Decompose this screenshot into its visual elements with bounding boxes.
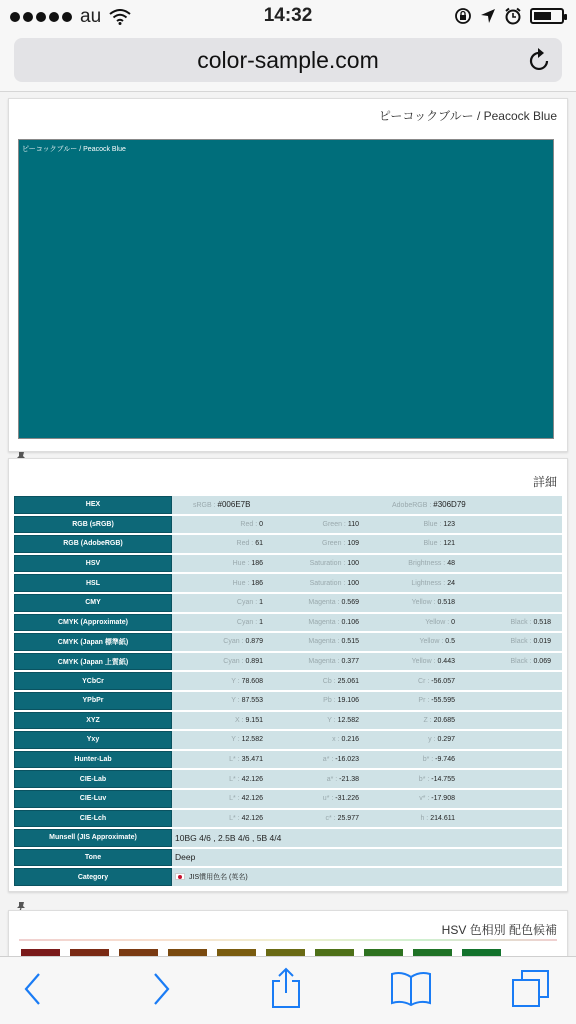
table-row bbox=[14, 770, 562, 788]
value-cell bbox=[367, 619, 463, 626]
value-number: 42.126 bbox=[241, 814, 263, 822]
row-values bbox=[172, 731, 562, 749]
value-cell bbox=[175, 658, 271, 665]
value-cell bbox=[271, 658, 367, 665]
value-cell bbox=[367, 560, 463, 567]
value-key: Hue : bbox=[232, 560, 252, 568]
value-key: b* : bbox=[422, 756, 436, 764]
table-row bbox=[14, 692, 562, 710]
value-number: 123 bbox=[443, 520, 455, 528]
table-row bbox=[14, 849, 562, 867]
row-values bbox=[172, 594, 562, 612]
value-number: 12.582 bbox=[337, 716, 359, 724]
value-cell bbox=[367, 521, 463, 528]
row-label: CIE-Lch bbox=[14, 810, 172, 828]
value-key: Cyan : bbox=[236, 599, 260, 607]
value-number: 78.608 bbox=[241, 677, 263, 685]
value-cell bbox=[175, 560, 271, 567]
value-key: y : bbox=[428, 736, 438, 744]
value-cell bbox=[463, 599, 559, 606]
table-row bbox=[14, 712, 562, 730]
value-key: Yellow : bbox=[411, 599, 438, 607]
value-cell bbox=[463, 756, 559, 763]
table-row bbox=[14, 868, 562, 886]
table-row bbox=[14, 594, 562, 612]
value-cell bbox=[175, 815, 271, 822]
value-key: v* : bbox=[419, 795, 432, 803]
row-values bbox=[172, 672, 562, 690]
value-number: -17.908 bbox=[431, 795, 455, 803]
value-cell bbox=[463, 658, 559, 665]
value-key: Pb : bbox=[323, 697, 338, 705]
value-cell bbox=[175, 580, 271, 587]
row-values bbox=[172, 496, 562, 514]
palette-chip[interactable] bbox=[119, 949, 158, 956]
value-number: 0 bbox=[451, 618, 455, 626]
table-row bbox=[14, 633, 562, 651]
row-label: Yxy bbox=[14, 731, 172, 749]
value-cell bbox=[463, 795, 559, 802]
table-row bbox=[14, 614, 562, 632]
reload-icon[interactable] bbox=[528, 47, 552, 73]
value-number: 121 bbox=[443, 540, 455, 548]
value-key: Black : bbox=[510, 658, 534, 666]
value-cell bbox=[367, 638, 463, 645]
value-key: Yellow : bbox=[419, 638, 446, 646]
value-key: Cb : bbox=[322, 677, 338, 685]
value-number: -14.755 bbox=[431, 775, 455, 783]
value-cell bbox=[463, 815, 559, 822]
value-key: x : bbox=[332, 736, 342, 744]
value-key: Magenta : bbox=[308, 638, 342, 646]
page-content[interactable] bbox=[0, 92, 576, 956]
category-value[interactable]: JIS慣用色名 (英名) bbox=[189, 874, 248, 882]
table-row bbox=[14, 790, 562, 808]
value-key: Green : bbox=[322, 520, 348, 528]
value-cell bbox=[367, 795, 463, 802]
palette-chip[interactable] bbox=[315, 949, 354, 956]
row-label: CIE-Lab bbox=[14, 770, 172, 788]
value-key: Cyan : bbox=[223, 638, 246, 646]
value-cell bbox=[271, 717, 367, 724]
value-key: AdobeRGB : bbox=[392, 502, 434, 510]
value-cell bbox=[271, 697, 367, 704]
value-cell bbox=[271, 599, 367, 606]
row-label: CMYK (Japan 標準紙) bbox=[14, 633, 172, 651]
row-label: HSV bbox=[14, 555, 172, 573]
row-label: CMY bbox=[14, 594, 172, 612]
value-cell bbox=[463, 736, 559, 743]
value-cell bbox=[367, 658, 463, 665]
value-key: Yellow : bbox=[425, 618, 452, 626]
value-key: Cyan : bbox=[236, 618, 260, 626]
row-label: HSL bbox=[14, 574, 172, 592]
palette-chip[interactable] bbox=[462, 949, 501, 956]
value-number: 0.377 bbox=[341, 658, 359, 666]
value-cell bbox=[271, 619, 367, 626]
value-number: 61 bbox=[255, 540, 263, 548]
table-row bbox=[14, 751, 562, 769]
value-number: 100 bbox=[347, 560, 359, 568]
value-cell bbox=[367, 540, 463, 547]
row-values bbox=[172, 770, 562, 788]
row-values bbox=[172, 790, 562, 808]
value-number: 20.685 bbox=[433, 716, 455, 724]
row-label: YPbPr bbox=[14, 692, 172, 710]
row-values bbox=[172, 555, 562, 573]
value-number: 214.611 bbox=[430, 814, 455, 822]
value-cell bbox=[463, 619, 559, 626]
value-cell bbox=[463, 776, 559, 783]
palette-title: HSV 色相別 配色候補 bbox=[441, 923, 557, 937]
value-number: 0.019 bbox=[533, 638, 551, 646]
value-number: 100 bbox=[347, 579, 359, 587]
value-number: 1 bbox=[259, 618, 263, 626]
value-number: 0.106 bbox=[341, 618, 359, 626]
row-label: RGB (sRGB) bbox=[14, 516, 172, 534]
value-number: -31.226 bbox=[335, 795, 359, 803]
row-values bbox=[172, 614, 562, 632]
value-number: 0.5 bbox=[445, 638, 455, 646]
value-number: 0.518 bbox=[533, 618, 551, 626]
value-number: -21.38 bbox=[339, 775, 359, 783]
value-key: Z : bbox=[423, 716, 434, 724]
row-label: HEX bbox=[14, 496, 172, 514]
value-key: X : bbox=[234, 716, 246, 724]
value-cell bbox=[463, 580, 559, 587]
value-number: -9.746 bbox=[435, 756, 455, 764]
value-cell bbox=[367, 678, 463, 685]
value-cell bbox=[463, 560, 559, 567]
value-number: 0 bbox=[259, 520, 263, 528]
value-key: Black : bbox=[510, 638, 534, 646]
value-cell bbox=[367, 776, 463, 783]
value-key: Red : bbox=[236, 540, 256, 548]
value-key: Magenta : bbox=[308, 658, 342, 666]
value-number: 186 bbox=[251, 579, 263, 587]
value-cell bbox=[271, 521, 367, 528]
value-cell bbox=[271, 756, 367, 763]
value-cell bbox=[175, 638, 271, 645]
bookmarks-icon[interactable] bbox=[390, 971, 432, 1007]
value-cell bbox=[175, 521, 271, 528]
status-bar bbox=[0, 0, 576, 34]
value-number: 0.443 bbox=[437, 658, 455, 666]
row-values bbox=[172, 712, 562, 730]
palette-chip[interactable] bbox=[217, 949, 256, 956]
value-key: Green : bbox=[322, 540, 348, 548]
value-cell bbox=[463, 638, 559, 645]
rotation-lock-icon bbox=[454, 7, 472, 25]
value-cell bbox=[463, 697, 559, 704]
value-key: Y : bbox=[231, 736, 242, 744]
palette-card bbox=[8, 910, 568, 956]
row-values bbox=[172, 692, 562, 710]
row-values bbox=[172, 535, 562, 553]
value-key: Saturation : bbox=[309, 579, 348, 587]
value-key: Hue : bbox=[232, 579, 252, 587]
value-key: u* : bbox=[322, 795, 336, 803]
value-number: 9.151 bbox=[245, 716, 263, 724]
row-values bbox=[172, 516, 562, 534]
url-field[interactable] bbox=[14, 38, 562, 82]
row-label: RGB (AdobeRGB) bbox=[14, 535, 172, 553]
palette-chip[interactable] bbox=[364, 949, 403, 956]
value-cell bbox=[271, 580, 367, 587]
value-key: Yellow : bbox=[411, 658, 438, 666]
table-row bbox=[14, 653, 562, 671]
table-row bbox=[14, 496, 562, 514]
browser-toolbar bbox=[0, 956, 576, 1024]
palette-chip[interactable] bbox=[21, 949, 60, 956]
row-values bbox=[172, 574, 562, 592]
value-number: 25.977 bbox=[337, 814, 359, 822]
value-number: 1 bbox=[259, 599, 263, 607]
value-number: 24 bbox=[447, 579, 455, 587]
value-key: Y : bbox=[327, 716, 338, 724]
value-cell bbox=[367, 717, 463, 724]
value-number: 42.126 bbox=[241, 795, 263, 803]
palette-chip[interactable] bbox=[70, 949, 109, 956]
value-cell bbox=[175, 776, 271, 783]
value-cell bbox=[175, 619, 271, 626]
color-swatch bbox=[18, 139, 554, 439]
value-number: 0.216 bbox=[341, 736, 359, 744]
palette-chip[interactable] bbox=[413, 949, 452, 956]
value-key: Black : bbox=[510, 618, 534, 626]
value-number: 0.891 bbox=[245, 658, 263, 666]
value-number: 0.515 bbox=[341, 638, 359, 646]
value-number: 35.471 bbox=[241, 756, 263, 764]
color-swatch-label: ピーコックブルー / Peacock Blue bbox=[22, 146, 126, 153]
back-icon[interactable] bbox=[22, 971, 44, 1007]
value-key: Y : bbox=[231, 697, 242, 705]
value-cell bbox=[463, 678, 559, 685]
value-key: sRGB : bbox=[193, 502, 218, 510]
table-row bbox=[14, 810, 562, 828]
category-cell bbox=[172, 868, 562, 886]
value-cell bbox=[271, 638, 367, 645]
value-number: 0.518 bbox=[437, 599, 455, 607]
value-key: Lightness : bbox=[411, 579, 448, 587]
value-number: -56.057 bbox=[431, 677, 455, 685]
row-label: Category bbox=[14, 868, 172, 886]
row-label: Tone bbox=[14, 849, 172, 867]
value-cell bbox=[175, 540, 271, 547]
row-values bbox=[172, 810, 562, 828]
table-row bbox=[14, 829, 562, 847]
value-key: L* : bbox=[229, 814, 242, 822]
row-values bbox=[172, 653, 562, 671]
table-row bbox=[14, 555, 562, 573]
alarm-icon bbox=[504, 7, 522, 25]
value-cell bbox=[175, 756, 271, 763]
color-sample-card bbox=[8, 98, 568, 452]
palette-chip[interactable] bbox=[266, 949, 305, 956]
forward-icon[interactable] bbox=[150, 971, 172, 1007]
value-cell bbox=[367, 736, 463, 743]
value-cell bbox=[271, 815, 367, 822]
value-cell bbox=[175, 599, 271, 606]
value-key: Magenta : bbox=[308, 618, 342, 626]
value-number: 48 bbox=[447, 560, 455, 568]
color-detail-table bbox=[14, 494, 562, 888]
value-cell bbox=[271, 736, 367, 743]
value-cell bbox=[271, 776, 367, 783]
table-row bbox=[14, 731, 562, 749]
value-key: Red : bbox=[240, 520, 260, 528]
value-cell bbox=[271, 560, 367, 567]
value-key: c* : bbox=[325, 814, 338, 822]
value-cell bbox=[175, 678, 271, 685]
value-number: 0.879 bbox=[245, 638, 263, 646]
value-cell bbox=[463, 521, 559, 528]
value-number: 0.297 bbox=[437, 736, 455, 744]
row-label: CMYK (Approximate) bbox=[14, 614, 172, 632]
value-cell bbox=[367, 580, 463, 587]
value-number: 42.126 bbox=[241, 775, 263, 783]
value-key: Pr : bbox=[418, 697, 432, 705]
value-cell bbox=[463, 717, 559, 724]
value-key: L* : bbox=[229, 775, 242, 783]
row-values bbox=[172, 633, 562, 651]
value-number: 19.106 bbox=[337, 697, 359, 705]
detail-title: 詳細 bbox=[532, 475, 557, 489]
value-number: -55.595 bbox=[431, 697, 455, 705]
value-cell bbox=[271, 540, 367, 547]
tone-value: Deep bbox=[172, 849, 562, 867]
value-number: -16.023 bbox=[335, 756, 359, 764]
value-cell bbox=[463, 540, 559, 547]
tabs-icon[interactable] bbox=[510, 969, 552, 1009]
value-number: 25.061 bbox=[337, 677, 359, 685]
share-icon[interactable] bbox=[270, 967, 302, 1009]
value-cell bbox=[271, 678, 367, 685]
value-number: 0.569 bbox=[341, 599, 359, 607]
palette-chip[interactable] bbox=[168, 949, 207, 956]
value-key: a* : bbox=[322, 756, 336, 764]
location-icon bbox=[480, 8, 496, 24]
value-key: Brightness : bbox=[408, 560, 448, 568]
value-cell bbox=[367, 697, 463, 704]
value-cell bbox=[175, 736, 271, 743]
battery-icon bbox=[530, 8, 564, 24]
value-cell bbox=[271, 795, 367, 802]
value-key: Cr : bbox=[418, 677, 432, 685]
value-cell bbox=[175, 697, 271, 704]
value-key: Blue : bbox=[423, 520, 444, 528]
row-label: Munsell (JIS Approximate) bbox=[14, 829, 172, 847]
value-cell bbox=[367, 599, 463, 606]
value-key: L* : bbox=[229, 795, 242, 803]
value-cell bbox=[175, 717, 271, 724]
value-key: Blue : bbox=[423, 540, 444, 548]
row-label: XYZ bbox=[14, 712, 172, 730]
row-label: YCbCr bbox=[14, 672, 172, 690]
value-number: 186 bbox=[251, 560, 263, 568]
value-cell bbox=[367, 756, 463, 763]
value-key: Magenta : bbox=[308, 599, 342, 607]
value-cell bbox=[175, 795, 271, 802]
palette-chips bbox=[21, 949, 501, 956]
value-key: b* : bbox=[418, 775, 432, 783]
color-sample-title: ピーコックブルー / Peacock Blue bbox=[378, 109, 557, 123]
value-key: L* : bbox=[229, 756, 242, 764]
color-detail-card bbox=[8, 458, 568, 892]
table-row bbox=[14, 574, 562, 592]
row-label: CMYK (Japan 上質紙) bbox=[14, 653, 172, 671]
value-number: 87.553 bbox=[241, 697, 263, 705]
value-number: 0.069 bbox=[533, 658, 551, 666]
value-cell bbox=[175, 500, 360, 509]
palette-divider bbox=[19, 939, 557, 941]
value-key: Cyan : bbox=[223, 658, 246, 666]
row-label: Hunter-Lab bbox=[14, 751, 172, 769]
value-cell bbox=[367, 815, 463, 822]
status-time: 14:32 bbox=[263, 5, 313, 26]
table-row bbox=[14, 516, 562, 534]
table-row bbox=[14, 535, 562, 553]
browser-address-bar bbox=[0, 34, 576, 92]
japan-flag-icon bbox=[175, 873, 185, 880]
munsell-value: 10BG 4/6 , 2.5B 4/6 , 5B 4/4 bbox=[172, 829, 562, 847]
value-key: a* : bbox=[326, 775, 340, 783]
table-row bbox=[14, 672, 562, 690]
carrier-label: au bbox=[80, 6, 102, 27]
value-number[interactable]: #306D79 bbox=[433, 500, 466, 510]
value-key: Y : bbox=[231, 677, 242, 685]
value-cell bbox=[360, 500, 559, 509]
row-values bbox=[172, 751, 562, 769]
value-key: Saturation : bbox=[309, 560, 348, 568]
row-label: CIE-Luv bbox=[14, 790, 172, 808]
value-number[interactable]: #006E7B bbox=[217, 500, 251, 510]
value-key: h : bbox=[420, 814, 431, 822]
value-number: 110 bbox=[347, 520, 359, 528]
value-number: 109 bbox=[347, 540, 359, 548]
value-number: 12.582 bbox=[241, 736, 263, 744]
url-text: color-sample.com bbox=[197, 47, 379, 73]
